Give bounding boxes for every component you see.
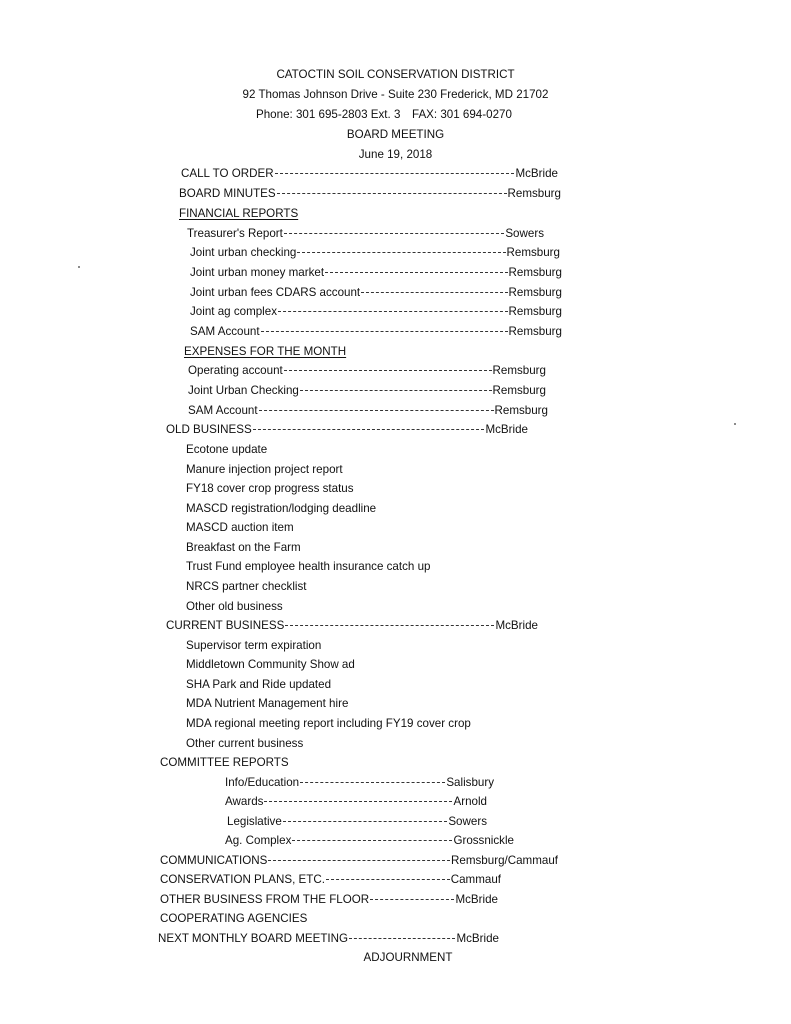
agenda-presenter: Remsburg: [494, 404, 548, 417]
agenda-row-board-minutes: [179, 187, 561, 201]
org-address: 92 Thomas Johnson Drive - Suite 230 Frederick, MD 21702: [242, 88, 549, 101]
dotted-leader: [349, 938, 455, 939]
agenda-presenter: Remsburg: [508, 266, 562, 279]
agenda-row-other-business-floor: [160, 893, 498, 907]
agenda-label: Operating account: [188, 364, 283, 377]
dotted-leader: [284, 233, 504, 234]
agenda-presenter: Remsburg: [506, 246, 560, 259]
dotted-leader: [292, 840, 452, 841]
dotted-leader: [259, 410, 494, 411]
dotted-leader: [284, 370, 492, 371]
agenda-presenter: Remsburg: [492, 364, 546, 377]
agenda-label: Treasurer's Report: [187, 227, 283, 240]
financial-row: [190, 286, 562, 300]
financial-row: [187, 227, 544, 241]
old-business-item: Manure injection project report: [186, 463, 343, 476]
org-fax: FAX: 301 694-0270: [412, 108, 512, 121]
expense-row: [188, 384, 546, 398]
dotted-leader: [261, 331, 508, 332]
dotted-leader: [277, 193, 507, 194]
agenda-label: CURRENT BUSINESS: [166, 619, 285, 632]
old-business-item: Trust Fund employee health insurance catch up: [186, 560, 431, 573]
old-business-item: Ecotone update: [186, 443, 268, 456]
agenda-row-current-business: [166, 619, 538, 633]
meeting-date: June 19, 2018: [358, 148, 433, 161]
agenda-label: OLD BUSINESS: [166, 423, 252, 436]
agenda-label: Ag. Complex: [225, 834, 292, 847]
current-business-item: Other current business: [186, 737, 304, 750]
current-business-item: Middletown Community Show ad: [186, 658, 355, 671]
org-name: CATOCTIN SOIL CONSERVATION DISTRICT: [276, 68, 515, 81]
agenda-presenter: McBride: [495, 619, 538, 632]
financial-row: [190, 325, 562, 339]
agenda-label: OTHER BUSINESS FROM THE FLOOR: [160, 893, 370, 906]
agenda-presenter: Cammauf: [450, 873, 501, 886]
committee-row: [225, 776, 494, 790]
old-business-item: NRCS partner checklist: [186, 580, 307, 593]
agenda-presenter: Salisbury: [446, 776, 494, 789]
financial-row: [190, 305, 562, 319]
committee-row: [225, 834, 514, 848]
old-business-item: MASCD auction item: [186, 521, 294, 534]
financial-row: [190, 246, 560, 260]
current-business-item: MDA regional meeting report including FY19 cover crop: [186, 717, 471, 730]
adjournment: ADJOURNMENT: [363, 951, 453, 964]
agenda-label: Joint Urban Checking: [188, 384, 299, 397]
agenda-row-communications: [160, 854, 558, 868]
financial-reports-heading: FINANCIAL REPORTS: [179, 207, 299, 220]
agenda-row-conservation-plans: [160, 873, 501, 887]
dotted-leader: [253, 429, 485, 430]
agenda-row-cooperating-agencies: COOPERATING AGENCIES: [160, 912, 308, 925]
dotted-leader: [325, 272, 507, 273]
agenda-label: CALL TO ORDER: [181, 167, 274, 180]
agenda-label: CONSERVATION PLANS, ETC.: [160, 873, 325, 886]
expense-row: [188, 404, 548, 418]
agenda-row-next-meeting: [158, 932, 499, 946]
agenda-presenter: Sowers: [448, 815, 487, 828]
dotted-leader: [300, 782, 445, 783]
dotted-leader: [275, 173, 515, 174]
scan-speck: [734, 423, 736, 425]
dotted-leader: [361, 292, 507, 293]
dotted-leader: [268, 860, 450, 861]
dotted-leader: [326, 879, 450, 880]
agenda-presenter: Remsburg: [508, 286, 562, 299]
agenda-label: SAM Account: [188, 404, 258, 417]
agenda-label: Awards: [225, 795, 264, 808]
committee-row: [225, 795, 487, 809]
committee-row: [227, 815, 487, 829]
agenda-presenter: Grossnickle: [453, 834, 514, 847]
dotted-leader: [285, 625, 494, 626]
agenda-presenter: Remsburg: [508, 325, 562, 338]
old-business-item: FY18 cover crop progress status: [186, 482, 354, 495]
current-business-item: Supervisor term expiration: [186, 639, 322, 652]
agenda-presenter: Remsburg: [507, 187, 561, 200]
agenda-presenter: McBride: [455, 893, 498, 906]
agenda-presenter: Arnold: [453, 795, 487, 808]
agenda-label: Joint urban checking: [190, 246, 297, 259]
agenda-presenter: McBride: [456, 932, 499, 945]
scan-speck: [78, 266, 80, 268]
agenda-label: Joint urban fees CDARS account: [190, 286, 361, 299]
old-business-item: Breakfast on the Farm: [186, 541, 301, 554]
financial-row: [190, 266, 562, 280]
agenda-presenter: Sowers: [505, 227, 544, 240]
agenda-presenter: Remsburg/Cammauf: [451, 854, 558, 867]
agenda-label: Info/Education: [225, 776, 300, 789]
agenda-label: COMMUNICATIONS: [160, 854, 268, 867]
agenda-label: SAM Account: [190, 325, 260, 338]
old-business-item: MASCD registration/lodging deadline: [186, 502, 377, 515]
agenda-label: Joint ag complex: [190, 305, 277, 318]
dotted-leader: [297, 252, 505, 253]
agenda-presenter: Remsburg: [492, 384, 546, 397]
meeting-title: BOARD MEETING: [346, 128, 445, 141]
old-business-item: Other old business: [186, 600, 283, 613]
agenda-label: NEXT MONTHLY BOARD MEETING: [158, 932, 349, 945]
agenda-label: BOARD MINUTES: [179, 187, 276, 200]
expenses-heading: EXPENSES FOR THE MONTH: [184, 345, 347, 358]
committee-reports-heading: COMMITTEE REPORTS: [160, 756, 289, 769]
dotted-leader: [278, 311, 508, 312]
dotted-leader: [283, 821, 448, 822]
org-phone: Phone: 301 695-2803 Ext. 3: [256, 108, 401, 121]
dotted-leader: [264, 801, 452, 802]
agenda-presenter: McBride: [485, 423, 528, 436]
current-business-item: MDA Nutrient Management hire: [186, 697, 349, 710]
agenda-label: Joint urban money market: [190, 266, 325, 279]
agenda-row-old-business: [166, 423, 528, 437]
current-business-item: SHA Park and Ride updated: [186, 678, 332, 691]
agenda-label: Legislative: [227, 815, 282, 828]
expense-row: [188, 364, 546, 378]
agenda-presenter: McBride: [515, 167, 558, 180]
agenda-presenter: Remsburg: [508, 305, 562, 318]
dotted-leader: [370, 899, 454, 900]
agenda-row-call-to-order: [181, 167, 558, 181]
dotted-leader: [300, 390, 492, 391]
